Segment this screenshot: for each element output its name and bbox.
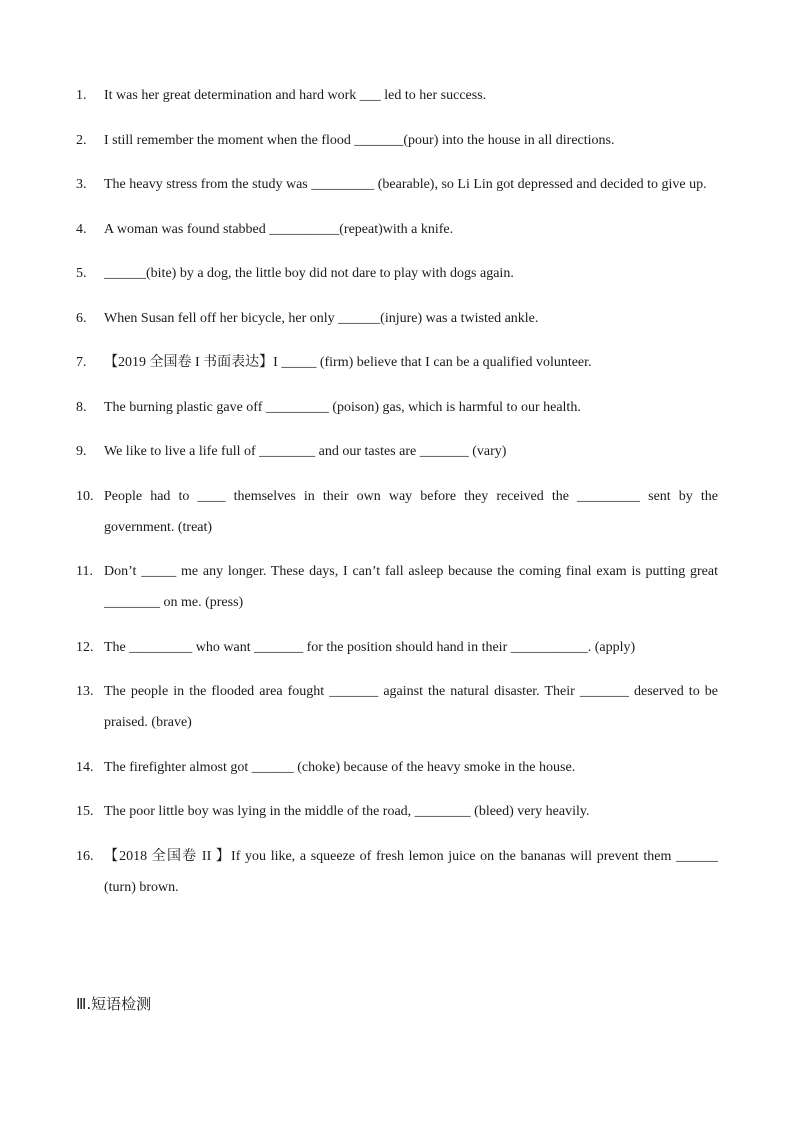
question-item: [76, 214, 718, 245]
question-text: The _________ who want _______ for the position should hand in their ___________. (apply): [104, 639, 636, 655]
question-item: [76, 436, 718, 467]
question-text: The heavy stress from the study was _________ (bearable), so Li Lin got depressed and decided to give up.: [104, 177, 707, 192]
question-text: It was her great determination and hard work ___ led to her success.: [104, 88, 487, 103]
question-text: People had to ____ themselves in their own way before they received the _________ sent by the government. (treat): [104, 488, 718, 535]
question-item: [76, 481, 718, 543]
question-number: 6.: [76, 310, 87, 326]
question-text: The people in the flooded area fought _______ against the natural disaster. Their _______ deserved to be praised. (brave): [104, 684, 718, 730]
question-number: 1.: [76, 88, 87, 103]
question-item: [76, 258, 718, 289]
question-number: 16.: [76, 848, 94, 864]
question-text: The firefighter almost got ______ (choke) because of the heavy smoke in the house.: [104, 759, 576, 775]
question-number: 14.: [76, 759, 94, 775]
question-item: [76, 752, 718, 783]
question-text: We like to live a life full of ________ and our tastes are _______ (vary): [104, 444, 507, 459]
question-item: [76, 169, 718, 200]
question-text: A woman was found stabbed __________(repeat)with a knife.: [104, 221, 454, 237]
question-item: [76, 347, 718, 378]
question-number: 13.: [76, 684, 94, 699]
question-item: [76, 796, 718, 827]
question-number: 12.: [76, 639, 94, 655]
question-item: [76, 303, 718, 334]
question-text: I still remember the moment when the flood _______(pour) into the house in all directions.: [104, 132, 615, 148]
question-number: 9.: [76, 444, 87, 459]
question-number: 4.: [76, 221, 87, 237]
question-text: 【2019 全国卷 I 书面表达】I _____ (firm) believe that I can be a qualified volunteer.: [104, 355, 592, 370]
section-heading: Ⅲ.短语检测: [76, 995, 152, 1013]
question-number: 10.: [76, 488, 94, 504]
question-text: The burning plastic gave off _________ (poison) gas, which is harmful to our health.: [104, 399, 581, 415]
question-list: [76, 80, 718, 916]
question-item: [76, 392, 718, 423]
question-number: 7.: [76, 355, 87, 370]
question-number: 3.: [76, 177, 87, 192]
question-number: 5.: [76, 266, 87, 281]
question-text: Don’t _____ me any longer. These days, I can’t fall asleep because the coming final exam is putting great ________ on me. (press): [104, 564, 718, 610]
question-item: [76, 632, 718, 663]
question-number: 8.: [76, 399, 87, 415]
question-text: ______(bite) by a dog, the little boy did not dare to play with dogs again.: [104, 266, 514, 281]
question-item: [76, 125, 718, 156]
question-item: [76, 556, 718, 618]
question-number: 15.: [76, 804, 94, 819]
question-text: When Susan fell off her bicycle, her only ______(injure) was a twisted ankle.: [104, 310, 539, 326]
question-item: [76, 676, 718, 738]
question-number: 11.: [76, 564, 93, 579]
question-number: 2.: [76, 132, 87, 148]
question-text: The poor little boy was lying in the middle of the road, ________ (bleed) very heavily.: [104, 804, 590, 819]
question-item: [76, 80, 718, 111]
question-text: 【2018 全国卷 II 】If you like, a squeeze of fresh lemon juice on the bananas will prevent them ______ (turn) brown.: [104, 848, 718, 895]
question-item: [76, 841, 718, 903]
